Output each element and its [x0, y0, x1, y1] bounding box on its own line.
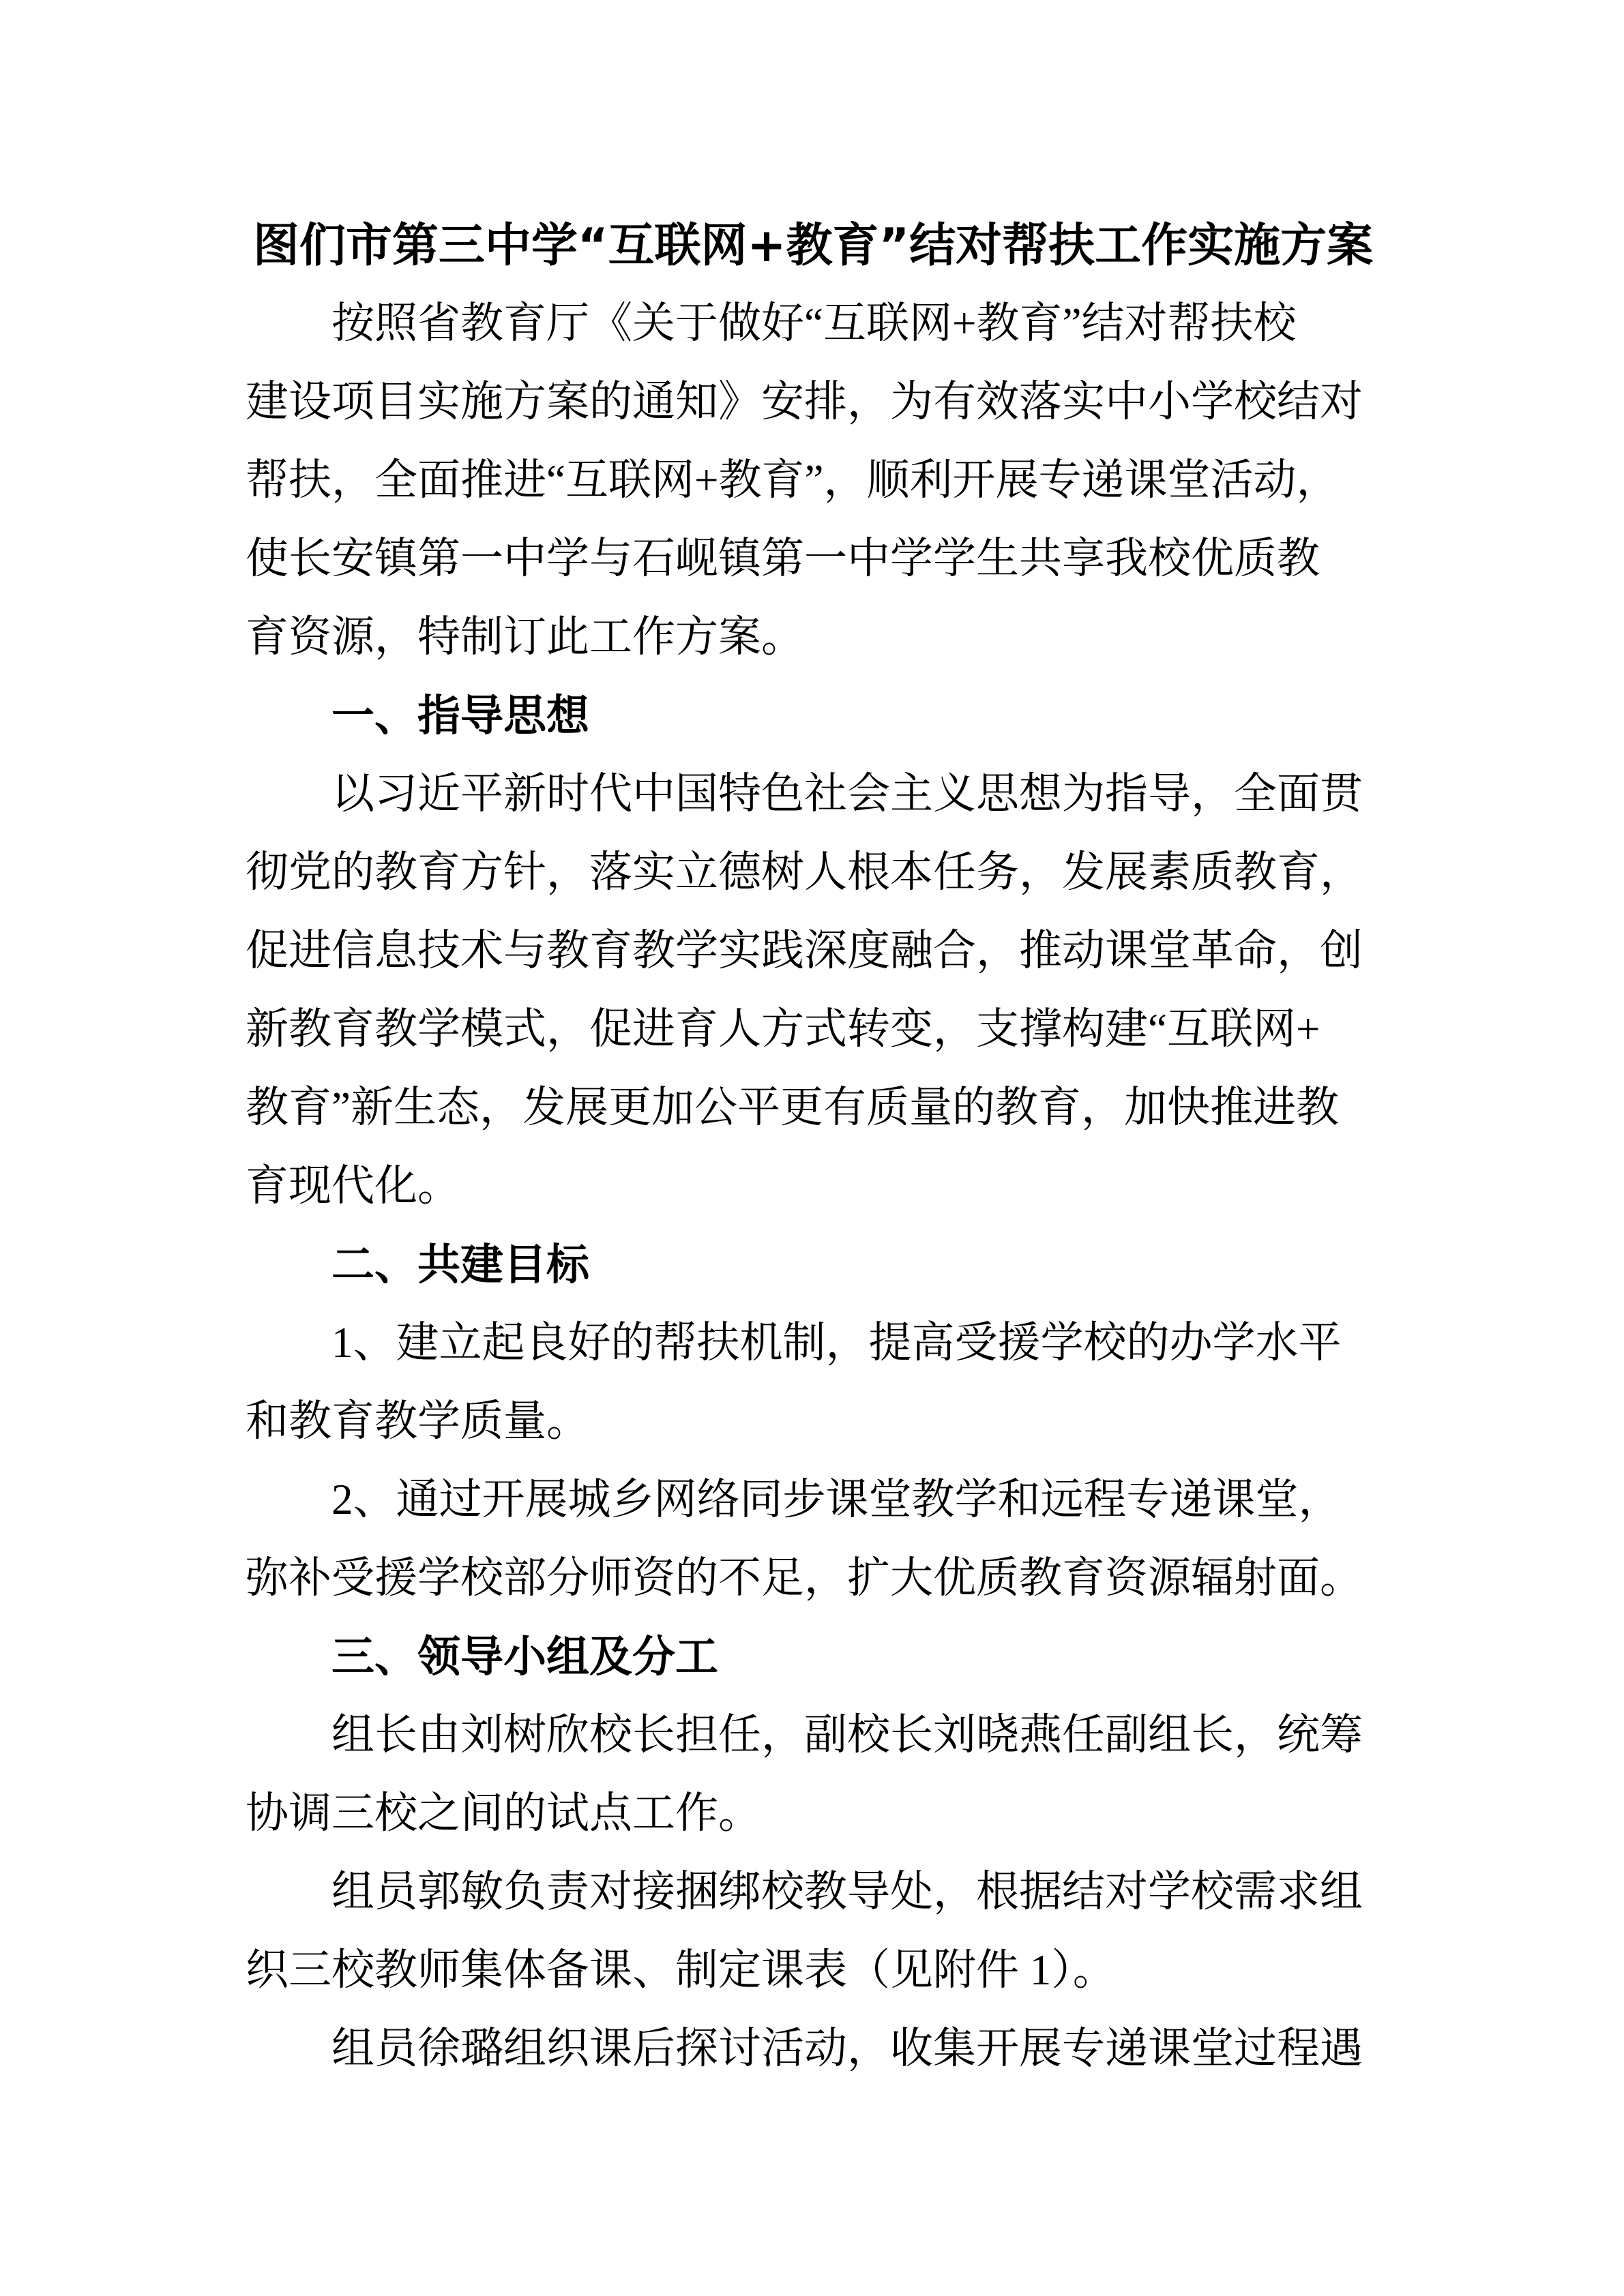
- text-line: 教育”新生态，发展更加公平更有质量的教育，加快推进教: [246, 1084, 1339, 1131]
- text-line: 以习近平新时代中国特色社会主义思想为指导，全面贯: [331, 770, 1363, 818]
- section-heading: 二、共建目标: [331, 1240, 589, 1289]
- text-line: 促进信息技术与教育教学实践深度融合，推动课堂革命，创: [246, 927, 1363, 974]
- text-line: 织三校教师集体备课、制定课表（见附件 1）。: [246, 1946, 1116, 1994]
- text-line: 组员徐璐组织课后探讨活动，收集开展专递课堂过程遇: [331, 2025, 1363, 2072]
- text-line: 和教育教学质量。: [246, 1397, 589, 1445]
- text-line: 组长由刘树欣校长担任，副校长刘晓燕任副组长，统筹: [331, 1711, 1363, 1759]
- text-line: 1、建立起良好的帮扶机制，提高受援学校的办学水平: [331, 1319, 1342, 1367]
- text-line: 协调三校之间的试点工作。: [246, 1789, 761, 1837]
- text-line: 组员郭敏负责对接捆绑校教导处，根据结对学校需求组: [331, 1868, 1363, 1915]
- document-content: [246, 207, 1381, 2088]
- text-line: 帮扶，全面推进“互联网+教育”，顺利开展专递课堂活动，: [246, 456, 1340, 504]
- text-line: 育现代化。: [246, 1162, 460, 1210]
- text-line: 弥补受援学校部分师资的不足，扩大优质教育资源辐射面。: [246, 1554, 1363, 1602]
- text-line: 彻党的教育方针，落实立德树人根本任务，发展素质教育，: [246, 848, 1363, 896]
- text-line: 建设项目实施方案的通知》安排，为有效落实中小学校结对: [246, 378, 1363, 426]
- text-line: 育资源，特制订此工作方案。: [246, 613, 804, 661]
- text-line: 使长安镇第一中学与石岘镇第一中学学生共享我校优质教: [246, 535, 1320, 582]
- document-title: 图们市第三中学“互联网+教育”结对帮扶工作实施方案: [252, 219, 1374, 273]
- text-line: 新教育教学模式，促进育人方式转变，支撑构建“互联网+: [246, 1005, 1320, 1053]
- text-line: 2、通过开展城乡网络同步课堂教学和远程专递课堂，: [331, 1476, 1342, 1523]
- text-line: 按照省教育厅《关于做好“互联网+教育”结对帮扶校: [331, 299, 1297, 347]
- section-heading: 三、领导小组及分工: [331, 1632, 718, 1682]
- document-body: [246, 284, 1381, 2088]
- section-heading: 一、指导思想: [331, 691, 589, 741]
